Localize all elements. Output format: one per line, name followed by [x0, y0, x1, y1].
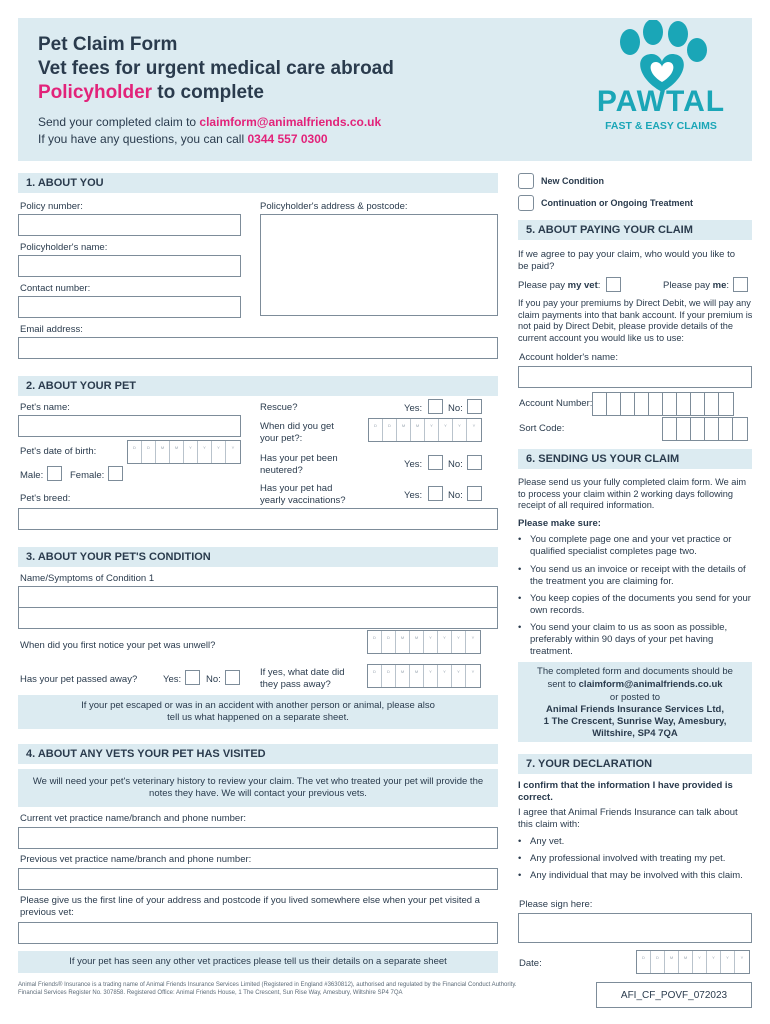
section3-heading: 3. ABOUT YOUR PET'S CONDITION: [18, 547, 498, 567]
call-number-link[interactable]: 0344 557 0300: [247, 132, 328, 146]
list-item: • Any vet.: [518, 836, 754, 853]
email-field[interactable]: [18, 337, 498, 359]
female-checkbox[interactable]: [108, 466, 123, 481]
legal-footer: Animal Friends® Insurance is a trading name of Animal Friends Insurance Services Limited (Registered in England #3630812), authorised and regulated by the Financial Conduct Authority. Financial Services Register No. 307858. Registered Office: Animal Friends House, 1 The Crescent, Sun Rise Way, Amesbury, Wiltshire SP4 7QA: [18, 982, 517, 996]
send-email-link[interactable]: claimform@animalfriends.co.uk: [199, 115, 382, 129]
list-item: • Any professional involved with treating my pet.: [518, 853, 754, 870]
date-slot: Y: [471, 635, 475, 640]
direct-debit-note: If you pay your premiums by Direct Debit, we will pay any claim payments into that bank account. If your premium is not paid by Direct Debit, please provide details of the current account you would like us to use:: [518, 298, 753, 343]
date-slot: D: [637, 951, 651, 973]
pet-name-label: Pet's name:: [20, 402, 70, 413]
date-slot: Y: [452, 665, 466, 687]
account-holder-field[interactable]: [518, 366, 752, 388]
date-slot: M: [170, 441, 184, 463]
make-sure-label: Please make sure:: [518, 518, 601, 529]
previous-address-field[interactable]: [18, 922, 498, 944]
declaration-confirm: I confirm that the information I have provided is correct.: [518, 780, 733, 803]
date-slot: Y: [424, 665, 438, 687]
pay-vet-bold: my vet: [567, 280, 598, 291]
date-slot: M: [679, 951, 693, 973]
passed-yes-checkbox[interactable]: [185, 670, 200, 685]
date-slot: M: [396, 665, 410, 687]
policy-number-label: Policy number:: [20, 201, 83, 212]
when-got-date-field[interactable]: [368, 418, 482, 442]
section5-heading: 5. ABOUT PAYING YOUR CLAIM: [518, 220, 752, 240]
date-slot: Y: [472, 423, 476, 428]
list-item: • You complete page one and your vet practice or qualified specialist completes page two.: [518, 534, 754, 564]
date-slot: D: [382, 665, 396, 687]
female-label: Female:: [70, 470, 105, 481]
date-slot: Y: [453, 419, 467, 441]
pay-me-label: [663, 280, 729, 292]
form-subtitle: Vet fees for urgent medical care abroad: [38, 58, 394, 79]
previous-address-label: Please give us the first line of your address and postcode if you lived somewhere else when your pet visited a previous vet:: [20, 895, 480, 918]
list-item: • You send your claim to us as soon as possible, preferably within 90 days of your pet having treatment.: [518, 622, 754, 658]
date-slot: M: [156, 441, 170, 463]
pay-me-checkbox[interactable]: [733, 277, 748, 292]
unwell-date-field[interactable]: [367, 630, 481, 654]
call-line: [38, 131, 578, 148]
ongoing-checkbox[interactable]: [518, 195, 534, 211]
symptoms-field-2[interactable]: [18, 607, 498, 629]
address-label: Policyholder's address & postcode:: [260, 201, 408, 212]
sign-label: Please sign here:: [519, 899, 593, 910]
pay-intro: If we agree to pay your claim, who would you like to be paid?: [518, 249, 736, 272]
pawtal-logo: [596, 20, 726, 138]
neutered-label: Has your pet been neutered?: [260, 453, 338, 476]
section6-heading: 6. SENDING US YOUR CLAIM: [518, 449, 752, 469]
neutered-no-checkbox[interactable]: [467, 455, 482, 470]
pay-vet-label: [518, 280, 600, 292]
rescue-yes-label: Yes:: [404, 403, 423, 414]
pass-date-label: If yes, what date did they pass away?: [260, 667, 345, 690]
section2-heading: 2. ABOUT YOUR PET: [18, 376, 498, 396]
pay-vet-checkbox[interactable]: [606, 277, 621, 292]
signature-field[interactable]: [518, 913, 752, 943]
sent-line2: [518, 679, 752, 691]
vacc-yes-label: Yes:: [404, 490, 423, 501]
sending-intro: Please send us your fully completed claim form. We aim to process your claim within 2 working days following receipt of all required information.: [518, 477, 747, 510]
date-slot: D: [368, 665, 382, 687]
vacc-no-checkbox[interactable]: [467, 486, 482, 501]
policy-number-field[interactable]: [18, 214, 241, 236]
date-slot: Y: [425, 419, 439, 441]
post-address-line1: Animal Friends Insurance Services Ltd,: [546, 704, 724, 715]
date-slot: M: [410, 665, 424, 687]
symptoms-field-1[interactable]: [18, 586, 498, 608]
date-slot: D: [368, 631, 382, 653]
pay-me-bold: me: [712, 280, 727, 291]
list-item: • You send us an invoice or receipt with the details of the treatment you are claiming for.: [518, 564, 754, 593]
date-slot: Y: [452, 631, 466, 653]
sort-code-label: Sort Code:: [519, 423, 565, 434]
form-title: Pet Claim Form: [38, 34, 178, 55]
date-slot: Y: [693, 951, 707, 973]
date-slot: Y: [471, 669, 475, 674]
contact-field[interactable]: [18, 296, 241, 318]
pay-me-pre: Please pay: [663, 280, 713, 291]
logo-word: PAWTAL: [596, 85, 726, 118]
date-slot: D: [128, 441, 142, 463]
neutered-no-label: No:: [448, 459, 463, 470]
rescue-label: Rescue?: [260, 402, 298, 413]
other-vets-note: If your pet has seen any other vet practices please tell us their details on a separate sheet: [69, 956, 447, 967]
audience-rest: to complete: [152, 82, 264, 103]
date-slot: Y: [184, 441, 198, 463]
call-text: If you have any questions, you can call: [38, 132, 248, 146]
section7-heading: 7. YOUR DECLARATION: [518, 754, 752, 774]
logo-tagline: FAST & EASY CLAIMS: [605, 120, 717, 132]
neutered-yes-label: Yes:: [404, 459, 423, 470]
pay-me-post: :: [726, 280, 730, 291]
date-slot: Y: [721, 951, 735, 973]
dob-label: Pet's date of birth:: [20, 446, 97, 457]
declaration-date-field[interactable]: [636, 950, 750, 974]
unwell-label: When did you first notice your pet was unwell?: [20, 640, 216, 651]
previous-vet-label: Previous vet practice name/branch and phone number:: [20, 854, 252, 865]
breed-label: Pet's breed:: [20, 493, 71, 504]
pay-vet-post: :: [597, 280, 601, 291]
send-text: Send your completed claim to: [38, 115, 200, 129]
date-slot: Y: [424, 631, 438, 653]
when-got-label: When did you get your pet?:: [260, 421, 334, 444]
date-slot: Y: [707, 951, 721, 973]
pass-date-field[interactable]: [367, 664, 481, 688]
passed-yes-label: Yes:: [163, 674, 182, 685]
sent-email-link[interactable]: claimform@animalfriends.co.uk: [578, 679, 723, 690]
neutered-yes-checkbox[interactable]: [428, 455, 443, 470]
sort-code-field[interactable]: [662, 417, 748, 441]
previous-vet-field[interactable]: [18, 868, 498, 890]
vacc-no-label: No:: [448, 490, 463, 501]
date-slot: Y: [740, 955, 744, 960]
form-audience: [38, 81, 578, 105]
date-slot: Y: [231, 445, 235, 450]
current-vet-label: Current vet practice name/branch and phone number:: [20, 813, 247, 824]
symptoms-label: Name/Symptoms of Condition 1: [20, 573, 155, 584]
date-slot: M: [397, 419, 411, 441]
breed-field[interactable]: [18, 508, 498, 530]
send-line: [38, 114, 578, 131]
vaccinations-label: Has your pet had yearly vaccinations?: [260, 483, 346, 506]
date-slot: Y: [198, 441, 212, 463]
section1-heading: 1. ABOUT YOU: [18, 173, 498, 193]
date-slot: M: [410, 631, 424, 653]
sent-line1: The completed form and documents should be: [537, 666, 733, 677]
male-checkbox[interactable]: [47, 466, 62, 481]
email-label: Email address:: [20, 324, 83, 335]
passed-no-checkbox[interactable]: [225, 670, 240, 685]
address-field[interactable]: [260, 214, 498, 316]
current-vet-field[interactable]: [18, 827, 498, 849]
date-slot: M: [665, 951, 679, 973]
passed-no-label: No:: [206, 674, 221, 685]
declaration-list: [518, 836, 754, 882]
list-item: • Any individual that may be involved with this claim.: [518, 870, 754, 882]
rescue-no-checkbox[interactable]: [467, 399, 482, 414]
date-slot: M: [396, 631, 410, 653]
male-label: Male:: [20, 470, 44, 481]
date-slot: Y: [438, 665, 452, 687]
audience-highlight: Policyholder: [38, 82, 153, 103]
contact-label: Contact number:: [20, 283, 91, 294]
sent-pre: sent to: [547, 679, 579, 690]
declaration-agree: I agree that Animal Friends Insurance can talk about this claim with:: [518, 807, 738, 830]
vets-intro: We will need your pet's veterinary history to review your claim. The vet who treated your pet will provide the notes they have. We will contact your previous vets.: [32, 776, 484, 799]
date-slot: D: [142, 441, 156, 463]
new-condition-checkbox[interactable]: [518, 173, 534, 189]
date-slot: Y: [439, 419, 453, 441]
date-slot: D: [369, 419, 383, 441]
date-slot: D: [651, 951, 665, 973]
rescue-no-label: No:: [448, 403, 463, 414]
make-sure-list: [518, 534, 754, 658]
date-slot: Y: [438, 631, 452, 653]
escape-note: If your pet escaped or was in an accident with another person or animal, please also tell us what happened on a separate sheet.: [81, 700, 435, 723]
account-number-field[interactable]: [592, 392, 734, 416]
date-slot: Y: [212, 441, 226, 463]
form-code: AFI_CF_POVF_072023: [620, 990, 728, 1001]
date-slot: D: [382, 631, 396, 653]
account-holder-label: Account holder's name:: [519, 352, 618, 363]
vacc-yes-checkbox[interactable]: [428, 486, 443, 501]
dob-date-field[interactable]: [127, 440, 241, 464]
rescue-yes-checkbox[interactable]: [428, 399, 443, 414]
name-field[interactable]: [18, 255, 241, 277]
passed-label: Has your pet passed away?: [20, 674, 138, 685]
pay-vet-pre: Please pay: [518, 280, 568, 291]
new-condition-label: New Condition: [541, 176, 604, 186]
pet-name-field[interactable]: [18, 415, 241, 437]
date-label: Date:: [519, 958, 542, 969]
date-slot: M: [411, 419, 425, 441]
post-address-line2: 1 The Crescent, Sunrise Way, Amesbury,: [543, 716, 727, 727]
date-slot: D: [383, 419, 397, 441]
list-item: • You keep copies of the documents you send for your own records.: [518, 593, 754, 622]
account-number-label: Account Number:: [519, 398, 593, 409]
ongoing-label: Continuation or Ongoing Treatment: [541, 198, 693, 208]
header-titles: [38, 33, 578, 148]
post-address-line3: Wiltshire, SP4 7QA: [592, 728, 678, 739]
posted-to: or posted to: [609, 692, 661, 703]
section4-heading: 4. ABOUT ANY VETS YOUR PET HAS VISITED: [18, 744, 498, 764]
name-label: Policyholder's name:: [20, 242, 108, 253]
